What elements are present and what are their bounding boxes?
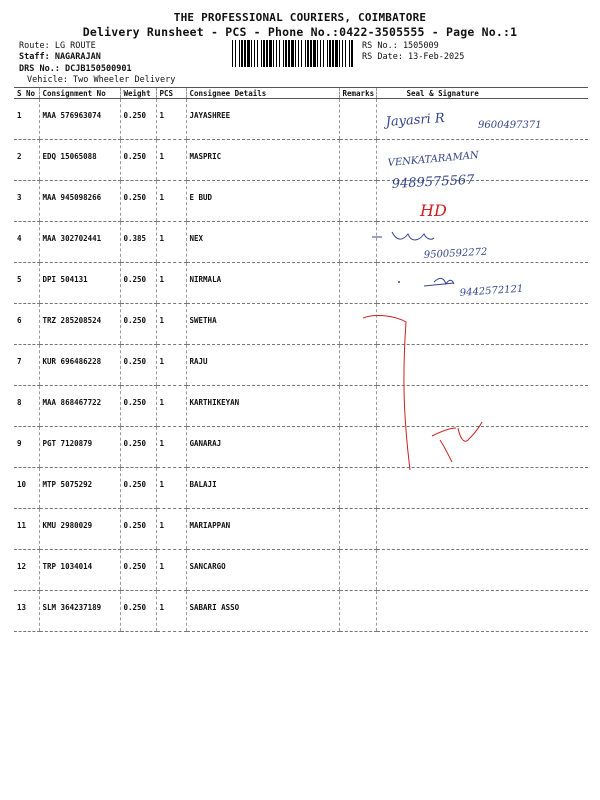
row-pcs: 1	[156, 550, 186, 591]
row-seal-signature	[376, 181, 588, 222]
row-consignee: SWETHA	[186, 304, 339, 345]
row-pcs: 1	[156, 345, 186, 386]
table-row	[14, 99, 588, 140]
col-seal-signature: Seal & Signature	[376, 88, 588, 99]
row-consignment: MTP 5075292	[39, 468, 120, 509]
row-seal-signature	[376, 222, 588, 263]
signature-4-phone: 9500592272	[423, 246, 488, 261]
row-consignee: E BUD	[186, 181, 339, 222]
table-row	[14, 509, 588, 550]
row-seal-signature	[376, 386, 588, 427]
table-row	[14, 140, 588, 181]
col-sno: S No	[14, 88, 39, 99]
row-consignment: PGT 7120879	[39, 427, 120, 468]
col-consignee: Consignee Details	[186, 88, 339, 99]
table-row	[14, 427, 588, 468]
col-remarks: Remarks	[339, 88, 376, 99]
row-pcs: 1	[156, 468, 186, 509]
row-sno: 12	[14, 550, 39, 591]
runsheet-table	[14, 87, 588, 632]
runsheet-subtitle: Delivery Runsheet - PCS - Phone No.:0422-3505555 - Page No.:1	[82, 25, 518, 39]
row-consignee: NEX	[186, 222, 339, 263]
row-weight: 0.250	[120, 181, 156, 222]
row-remarks	[339, 263, 376, 304]
row-remarks	[339, 345, 376, 386]
row-consignment: DPI 504131	[39, 263, 120, 304]
drs-number: DRS No.: DCJB150500901	[19, 64, 132, 74]
row-pcs: 1	[156, 222, 186, 263]
col-pcs: PCS	[156, 88, 186, 99]
row-pcs: 1	[156, 181, 186, 222]
barcode-icon	[232, 40, 354, 67]
row-remarks	[339, 468, 376, 509]
row-consignment: MAA 302702441	[39, 222, 120, 263]
row-weight: 0.250	[120, 263, 156, 304]
row-remarks	[339, 427, 376, 468]
row-weight: 0.250	[120, 386, 156, 427]
row-remarks	[339, 550, 376, 591]
row-pcs: 1	[156, 591, 186, 632]
table-header-row	[14, 88, 588, 99]
row-consignment: MAA 868467722	[39, 386, 120, 427]
row-remarks	[339, 591, 376, 632]
row-consignee: SABARI ASSO	[186, 591, 339, 632]
row-consignment: EDQ 15065088	[39, 140, 120, 181]
row-remarks	[339, 140, 376, 181]
row-weight: 0.250	[120, 591, 156, 632]
row-sno: 1	[14, 99, 39, 140]
row-consignment: KUR 696486228	[39, 345, 120, 386]
row-consignee: BALAJI	[186, 468, 339, 509]
row-remarks	[339, 181, 376, 222]
row-consignee: GANARAJ	[186, 427, 339, 468]
row-consignee: RAJU	[186, 345, 339, 386]
col-weight: Weight	[120, 88, 156, 99]
row-weight: 0.250	[120, 99, 156, 140]
table-row	[14, 304, 588, 345]
row-weight: 0.250	[120, 550, 156, 591]
row-consignment: KMU 2980029	[39, 509, 120, 550]
row-consignee: JAYASHREE	[186, 99, 339, 140]
table-row	[14, 181, 588, 222]
row-consignee: KARTHIKEYAN	[186, 386, 339, 427]
row-consignment: TRZ 285208524	[39, 304, 120, 345]
signature-5-phone: 9442572121	[459, 283, 524, 299]
row-seal-signature	[376, 468, 588, 509]
row-remarks	[339, 304, 376, 345]
table-row	[14, 468, 588, 509]
rs-number: RS No.: 1505009	[362, 41, 439, 51]
row-sno: 7	[14, 345, 39, 386]
row-consignment: MAA 576963074	[39, 99, 120, 140]
row-weight: 0.250	[120, 140, 156, 181]
table-row	[14, 263, 588, 304]
row-sno: 10	[14, 468, 39, 509]
row-seal-signature	[376, 509, 588, 550]
row-consignee: MASPRIC	[186, 140, 339, 181]
row-seal-signature	[376, 304, 588, 345]
signature-3-mark: HD	[420, 201, 447, 220]
row-pcs: 1	[156, 427, 186, 468]
row-consignee: NIRMALA	[186, 263, 339, 304]
row-weight: 0.250	[120, 427, 156, 468]
row-sno: 9	[14, 427, 39, 468]
table-row	[14, 386, 588, 427]
row-sno: 3	[14, 181, 39, 222]
row-seal-signature	[376, 140, 588, 181]
staff-label: Staff: NAGARAJAN	[19, 52, 101, 62]
table-row	[14, 591, 588, 632]
row-consignment: SLM 364237189	[39, 591, 120, 632]
row-seal-signature	[376, 263, 588, 304]
row-seal-signature	[376, 591, 588, 632]
row-sno: 4	[14, 222, 39, 263]
row-consignee: MARIAPPAN	[186, 509, 339, 550]
row-remarks	[339, 222, 376, 263]
row-seal-signature	[376, 550, 588, 591]
table-row	[14, 345, 588, 386]
route-label: Route: LG ROUTE	[19, 41, 96, 51]
row-sno: 8	[14, 386, 39, 427]
vehicle-label: Vehicle: Two Wheeler Delivery	[27, 75, 176, 85]
row-pcs: 1	[156, 304, 186, 345]
row-weight: 0.250	[120, 304, 156, 345]
row-seal-signature	[376, 427, 588, 468]
row-consignee: SANCARGO	[186, 550, 339, 591]
col-consignment: Consignment No	[39, 88, 120, 99]
company-title: THE PROFESSIONAL COURIERS, COIMBATORE	[173, 11, 427, 24]
signature-2-name: VENKATARAMAN	[387, 150, 480, 169]
row-sno: 2	[14, 140, 39, 181]
row-weight: 0.250	[120, 345, 156, 386]
row-pcs: 1	[156, 263, 186, 304]
row-pcs: 1	[156, 509, 186, 550]
row-pcs: 1	[156, 140, 186, 181]
row-seal-signature	[376, 345, 588, 386]
row-sno: 11	[14, 509, 39, 550]
row-weight: 0.385	[120, 222, 156, 263]
row-sno: 5	[14, 263, 39, 304]
row-weight: 0.250	[120, 509, 156, 550]
table-row	[14, 550, 588, 591]
row-pcs: 1	[156, 99, 186, 140]
row-remarks	[339, 99, 376, 140]
signature-1-phone: 9600497371	[478, 120, 542, 131]
row-consignment: TRP 1034014	[39, 550, 120, 591]
row-consignment: MAA 945098266	[39, 181, 120, 222]
row-remarks	[339, 386, 376, 427]
table-row	[14, 222, 588, 263]
signature-1-name: Jayasri R	[385, 110, 446, 130]
row-weight: 0.250	[120, 468, 156, 509]
row-pcs: 1	[156, 386, 186, 427]
signature-2-phone: 9489575567	[391, 172, 475, 192]
row-seal-signature	[376, 99, 588, 140]
row-remarks	[339, 509, 376, 550]
row-sno: 6	[14, 304, 39, 345]
rs-date: RS Date: 13-Feb-2025	[362, 52, 465, 62]
row-sno: 13	[14, 591, 39, 632]
